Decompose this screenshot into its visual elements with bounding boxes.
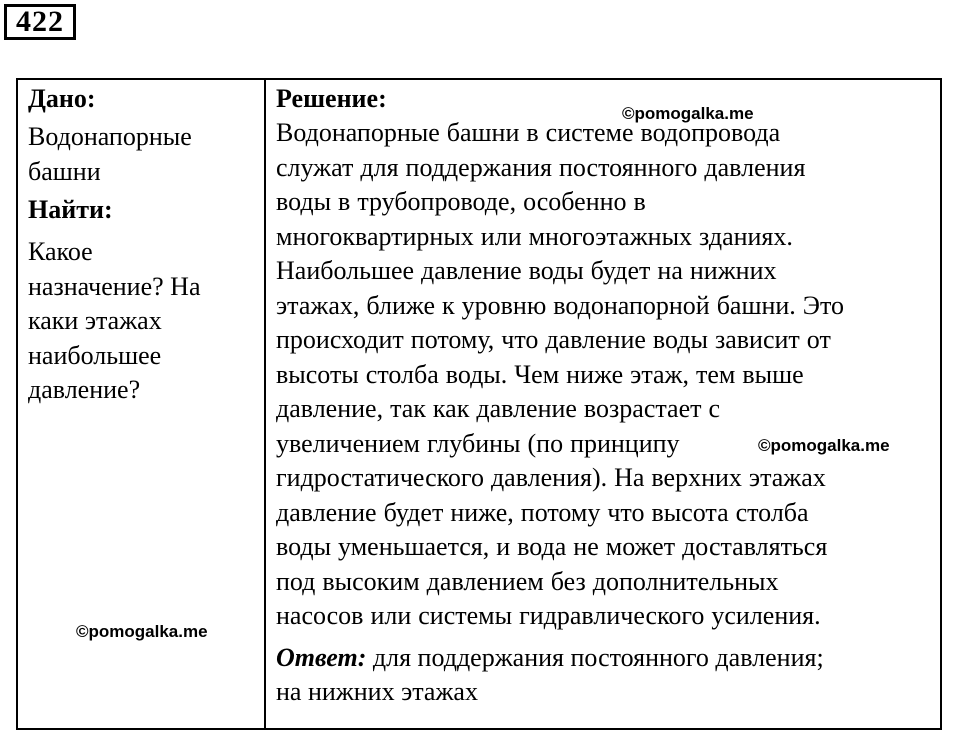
answer-text: для поддержания постоянного давления; на нижних этажах: [276, 642, 824, 706]
given-column: [28, 82, 256, 408]
answer-label: Ответ:: [276, 642, 367, 672]
given-label: Дано:: [28, 84, 96, 113]
watermark-middle: ©pomogalka.me: [758, 436, 890, 455]
find-text: Какое назначение? На каки этажах наибольшее давление?: [28, 237, 201, 404]
problem-number: 422: [4, 4, 76, 40]
column-divider: [264, 80, 266, 728]
watermark-left: ©pomogalka.me: [76, 622, 208, 641]
find-label: Найти:: [28, 195, 113, 224]
given-text: Водонапорные башни: [28, 122, 192, 186]
solution-column: [276, 82, 936, 710]
solution-text: Водонапорные башни в системе водопровода служат для поддержания постоянного давления воды в трубопроводе, особенно в многоквартирных или многоэтажных зданиях. Наибольшее давление воды будет на нижних этажах, ближе к уровню водонапорной башни. Это происходит потому, что давление воды зависит от высоты столба воды. Чем ниже этаж, тем выше давление, так как давление возрастает с увеличением глубины (по принципу гидростатического давления). На верхних этажах давление будет ниже, потому что высота столба воды уменьшается, и вода не может доставляться под высоким давлением без дополнительных насосов или системы гидравлического усиления.: [276, 118, 844, 630]
answer: [276, 641, 936, 710]
watermark-top: ©pomogalka.me: [622, 104, 754, 123]
solution-label: Решение:: [276, 84, 387, 113]
